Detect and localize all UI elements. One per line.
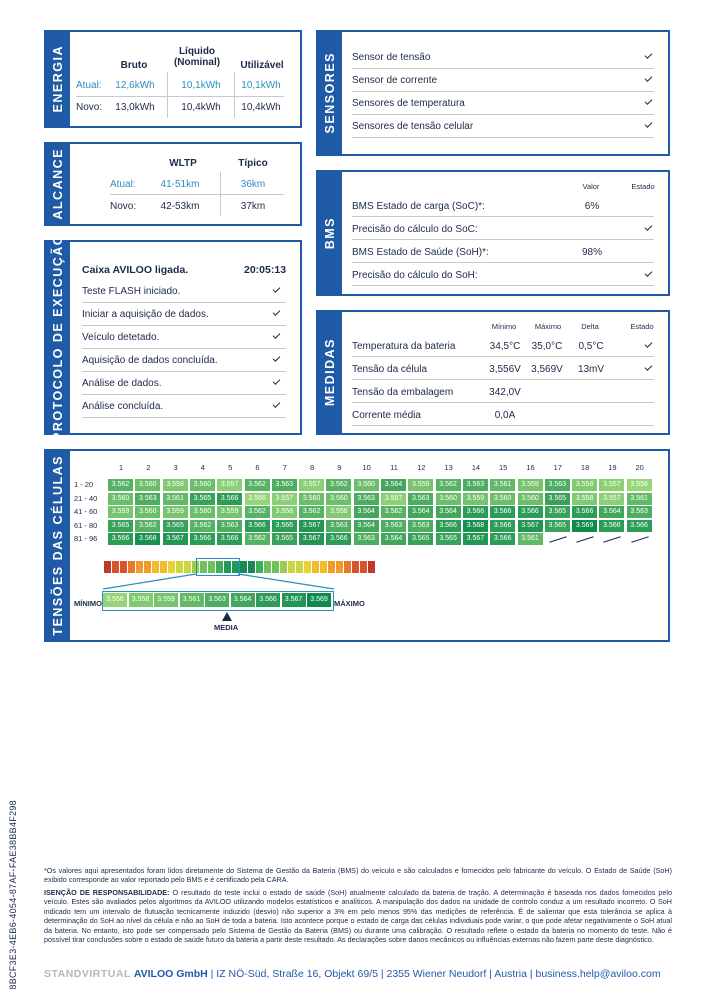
cell-voltage: 3.559 bbox=[163, 506, 189, 518]
cell-voltage: 3.564 bbox=[381, 479, 407, 491]
cell-voltage: 3.567 bbox=[299, 520, 325, 532]
cell-voltage: 3.566 bbox=[490, 520, 516, 532]
color-scale-bar bbox=[104, 561, 376, 573]
protocol-step-label: Veículo detetado. bbox=[82, 332, 160, 343]
scale-segment bbox=[296, 561, 303, 573]
cell-voltage: 3.566 bbox=[272, 520, 298, 532]
scale-segment bbox=[152, 561, 159, 573]
cell-voltage: 3.565 bbox=[545, 493, 571, 505]
cell-voltage: 3.563 bbox=[217, 520, 243, 532]
measure-value: 13mV bbox=[577, 364, 605, 375]
cell-column-header: 13 bbox=[444, 463, 453, 472]
cell-voltage: 3.562 bbox=[245, 533, 271, 545]
measure-value: 0,5°C bbox=[578, 341, 604, 352]
cell-voltage: 3.564 bbox=[436, 506, 462, 518]
medidas-card bbox=[316, 310, 670, 435]
medidas-col-delta: Delta bbox=[581, 322, 599, 331]
zoom-connector bbox=[96, 573, 356, 593]
measure-row bbox=[352, 359, 654, 380]
cell-voltage: 3.564 bbox=[408, 506, 434, 518]
sensor-row bbox=[352, 94, 654, 115]
protocolo-time: 20:05:13 bbox=[244, 264, 287, 276]
cell-voltage: 3.557 bbox=[599, 479, 625, 491]
cell-voltage: 3.557 bbox=[599, 493, 625, 505]
cell-voltage: 3.558 bbox=[572, 479, 598, 491]
sensores-card bbox=[316, 30, 670, 156]
check-icon bbox=[645, 51, 653, 59]
disclaimer bbox=[44, 888, 672, 944]
cell-voltage: 3.567 bbox=[518, 520, 544, 532]
measure-value: 35,0°C bbox=[531, 341, 563, 352]
empty-cell bbox=[549, 537, 566, 544]
distribution-value: 3.569 bbox=[307, 593, 331, 607]
distribution-value: 3.567 bbox=[282, 593, 306, 607]
cell-row-label: 61 - 80 bbox=[74, 520, 98, 530]
energia-header-bruto: Bruto bbox=[120, 60, 148, 71]
footer bbox=[44, 968, 674, 986]
cell-column-header: 1 bbox=[118, 463, 124, 472]
alcance-tab: ALCANCE bbox=[46, 144, 70, 224]
measure-value: 3,569V bbox=[531, 364, 563, 375]
cell-voltage: 3.562 bbox=[135, 520, 161, 532]
cell-voltage: 3.559 bbox=[217, 506, 243, 518]
cell-voltage: 3.563 bbox=[545, 479, 571, 491]
measure-label: Tensão da embalagem bbox=[352, 387, 454, 398]
scale-segment bbox=[360, 561, 367, 573]
cell-voltage: 3.556 bbox=[627, 479, 653, 491]
check-icon bbox=[273, 331, 281, 339]
protocol-step-label: Aquisição de dados concluída. bbox=[82, 355, 218, 366]
protocol-step-label: Análise de dados. bbox=[82, 378, 162, 389]
distribution-value: 3.558 bbox=[129, 593, 153, 607]
cell-voltage: 3.562 bbox=[299, 506, 325, 518]
bms-card bbox=[316, 170, 670, 296]
bms-row bbox=[352, 265, 654, 286]
cell-voltage: 3.563 bbox=[463, 479, 489, 491]
scale-segment bbox=[280, 561, 287, 573]
cell-voltage: 3.566 bbox=[490, 506, 516, 518]
protocolo-card bbox=[44, 234, 302, 441]
cell-voltage: 3.560 bbox=[299, 493, 325, 505]
cell-column-header: 16 bbox=[526, 463, 535, 472]
cell-voltage: 3.558 bbox=[572, 493, 598, 505]
alcance-header-tipico: Típico bbox=[238, 158, 268, 169]
measure-value: 34,5°C bbox=[489, 341, 521, 352]
cell-voltage: 3.558 bbox=[163, 479, 189, 491]
scale-segment bbox=[264, 561, 271, 573]
scale-segment bbox=[168, 561, 175, 573]
bms-col-estado: Estado bbox=[631, 182, 655, 191]
scale-segment bbox=[120, 561, 127, 573]
sensores-tab: SENSORES bbox=[318, 32, 342, 154]
protocol-step bbox=[82, 282, 286, 303]
scale-segment bbox=[320, 561, 327, 573]
bms-row-value: 98% bbox=[581, 247, 602, 258]
cell-column-header: 14 bbox=[471, 463, 481, 472]
cell-voltage: 3.557 bbox=[381, 493, 407, 505]
cell-voltage: 3.562 bbox=[436, 479, 462, 491]
cell-voltage: 3.559 bbox=[463, 493, 489, 505]
bms-tab: BMS bbox=[318, 172, 342, 294]
measure-label: Tensão da célula bbox=[352, 364, 428, 375]
cell-voltage: 3.565 bbox=[108, 520, 134, 532]
medidas-col-minimo: Mínimo bbox=[491, 322, 517, 331]
cell-column-header: 5 bbox=[228, 463, 233, 472]
cell-voltage: 3.562 bbox=[190, 520, 216, 532]
footnote: *Os valores aqui apresentados foram lidos diretamente do Sistema de Gestão da Bateria (BMS) do veículo e são calculados e fornecidos pelo fabricante do veículo. O Estado de Saúde (SoH) exibido corresponde ao valor reportado pelo BMS e é certificado pela CARA. bbox=[44, 866, 672, 885]
cell-column-header: 18 bbox=[580, 463, 590, 472]
measure-label: Corrente média bbox=[352, 410, 421, 421]
scale-segment bbox=[184, 561, 191, 573]
cell-voltage: 3.560 bbox=[354, 479, 380, 491]
sensor-row bbox=[352, 117, 654, 138]
scale-segment bbox=[248, 561, 255, 573]
measure-row bbox=[352, 405, 654, 426]
check-icon bbox=[645, 340, 653, 348]
cell-voltage: 3.565 bbox=[436, 533, 462, 545]
protocol-step-label: Análise concluída. bbox=[82, 401, 164, 412]
energia-card bbox=[44, 30, 302, 128]
alcance-header-wltp: WLTP bbox=[169, 158, 197, 169]
check-icon bbox=[645, 363, 653, 371]
check-icon bbox=[645, 223, 653, 231]
cell-voltage: 3.556 bbox=[245, 493, 271, 505]
sensor-label: Sensor de corrente bbox=[352, 75, 438, 86]
scale-segment bbox=[136, 561, 143, 573]
cell-voltage: 3.560 bbox=[326, 493, 352, 505]
cell-voltage: 3.564 bbox=[354, 506, 380, 518]
medidas-col-estado: Estado bbox=[630, 322, 654, 331]
sensor-label: Sensores de temperatura bbox=[352, 98, 465, 109]
cell-voltage: 3.566 bbox=[217, 493, 243, 505]
cell-row-label: 81 - 96 bbox=[74, 534, 98, 544]
cell-voltage: 3.566 bbox=[108, 533, 134, 545]
empty-cell bbox=[631, 537, 648, 544]
distribution-value: 3.564 bbox=[231, 593, 255, 607]
cell-voltage: 3.563 bbox=[135, 493, 161, 505]
cell-voltage: 3.561 bbox=[627, 493, 653, 505]
cell-column-header: 9 bbox=[337, 463, 342, 472]
scale-segment bbox=[240, 561, 247, 573]
sensor-row bbox=[352, 48, 654, 69]
cell-voltage: 3.567 bbox=[163, 533, 189, 545]
measure-value: 3,556V bbox=[489, 364, 521, 375]
scale-segment bbox=[160, 561, 167, 573]
cell-voltage: 3.560 bbox=[490, 493, 516, 505]
protocol-step bbox=[82, 351, 286, 372]
disclaimer-text: O resultado do teste inclui o estado de saúde (SoH) atualmente calculado da bateria de tração. A determinação é baseada nos dados fornecidos pelo veículo. Estes são avaliados pelos algoritmos da AVILOO utilizando modelos estatísticos e analíticos. A manipulação dos dados na unidade de controlo conduz a um resultado incorreto. O SoH indicado tem um intervalo de flutuação tecnicamente induzido (desvio) não superior a 3% em pelo menos 95% das medições de referência. É de salientar que esta tolerância se aplica à determinação do SoH ao nível da célula e não ao SoH de toda a bateria. Isto acontece porque o estado de carga das células individuais pode variar, o que pode afetar negativamente o SoH atual da bateria. No entanto, isto pode ser compensado pelo Sistema de Gestão da Bateria (BMS) ou durante uma calibração. O resultado reflete o estado da bateria no momento do teste. Não é possível tirar conclusões sobre o estado de saúde futuro da bateria a partir deste resultado. As declarações sobre danos mecânicos ou influências externas não fazem parte deste diagnóstico. bbox=[44, 888, 672, 945]
scale-segment bbox=[256, 561, 263, 573]
cell-voltage: 3.560 bbox=[135, 479, 161, 491]
measure-value: 0,0A bbox=[494, 410, 516, 421]
celulas-tab: TENSÕES DAS CÉLULAS bbox=[46, 451, 70, 640]
cell-voltage: 3.560 bbox=[436, 493, 462, 505]
cell-column-header: 2 bbox=[146, 463, 151, 472]
cell-voltage: 3.557 bbox=[217, 479, 243, 491]
scale-segment bbox=[336, 561, 343, 573]
cell-voltage: 3.566 bbox=[245, 520, 271, 532]
bms-col-valor: Valor bbox=[582, 182, 600, 191]
check-icon bbox=[273, 285, 281, 293]
cell-voltage: 3.562 bbox=[245, 506, 271, 518]
cell-column-header: 10 bbox=[362, 463, 371, 472]
cell-voltage: 3.563 bbox=[408, 493, 434, 505]
cell-voltage: 3.561 bbox=[163, 493, 189, 505]
check-icon bbox=[273, 308, 281, 316]
scale-segment bbox=[304, 561, 311, 573]
protocolo-tab: PROTOCOLO DE EXECUÇÃO bbox=[46, 242, 70, 433]
empty-cell bbox=[576, 537, 593, 544]
cell-voltage: 3.562 bbox=[245, 479, 271, 491]
cell-voltage: 3.559 bbox=[108, 506, 134, 518]
bms-row bbox=[352, 196, 654, 217]
cell-column-header: 19 bbox=[608, 463, 617, 472]
cell-voltage: 3.558 bbox=[326, 506, 352, 518]
cell-voltage: 3.566 bbox=[217, 533, 243, 545]
cell-voltage: 3.568 bbox=[463, 520, 489, 532]
scale-segment bbox=[112, 561, 119, 573]
check-icon bbox=[273, 377, 281, 385]
cell-voltage: 3.560 bbox=[108, 493, 134, 505]
watermark: STANDVIRTUAL bbox=[44, 968, 131, 980]
protocolo-title: Caixa AVILOO ligada. bbox=[82, 264, 189, 276]
scale-segment bbox=[344, 561, 351, 573]
cell-voltage: 3.566 bbox=[490, 533, 516, 545]
company-name: AVILOO GmbH bbox=[133, 968, 208, 980]
cell-voltage: 3.566 bbox=[518, 506, 544, 518]
distribution-value: 3.566 bbox=[256, 593, 280, 607]
cell-row-label: 41 - 60 bbox=[74, 507, 98, 517]
cell-voltage: 3.557 bbox=[299, 479, 325, 491]
energia-row-atual: Atual: 12,6kWh 10,1kWh 10,1kWh bbox=[76, 76, 284, 97]
cell-voltage: 3.560 bbox=[190, 479, 216, 491]
check-icon bbox=[645, 269, 653, 277]
cell-voltage: 3.563 bbox=[408, 520, 434, 532]
measure-row bbox=[352, 382, 654, 403]
cell-voltage: 3.566 bbox=[627, 520, 653, 532]
cell-voltage: 3.568 bbox=[135, 533, 161, 545]
cell-voltage: 3.563 bbox=[354, 533, 380, 545]
cell-voltage: 3.569 bbox=[572, 520, 598, 532]
protocol-step bbox=[82, 305, 286, 326]
scale-segment bbox=[288, 561, 295, 573]
cell-voltage: 3.563 bbox=[627, 506, 653, 518]
energia-header-utilizavel: Utilizável bbox=[240, 60, 284, 71]
empty-cell bbox=[604, 537, 621, 544]
cell-voltage: 3.560 bbox=[190, 506, 216, 518]
cell-voltage: 3.562 bbox=[326, 479, 352, 491]
protocol-step-label: Teste FLASH iniciado. bbox=[82, 286, 181, 297]
cell-voltage: 3.565 bbox=[272, 533, 298, 545]
bms-row-label: Precisão do cálculo do SoH: bbox=[352, 270, 478, 281]
cell-voltage: 3.566 bbox=[572, 506, 598, 518]
media-arrow-icon bbox=[222, 612, 232, 621]
sensor-label: Sensores de tensão celular bbox=[352, 121, 474, 132]
bms-row-label: BMS Estado de Saúde (SoH)*: bbox=[352, 247, 489, 258]
bms-row bbox=[352, 219, 654, 240]
cell-column-header: 6 bbox=[255, 463, 260, 472]
distribution-value: 3.563 bbox=[205, 593, 229, 607]
protocol-step bbox=[82, 397, 286, 418]
scale-segment bbox=[272, 561, 279, 573]
energia-header-liquido: Líquido (Nominal) bbox=[173, 46, 221, 68]
cell-voltage: 3.557 bbox=[272, 493, 298, 505]
cell-voltage: 3.565 bbox=[545, 520, 571, 532]
measure-label: Temperatura da bateria bbox=[352, 341, 456, 352]
cell-column-header: 4 bbox=[200, 463, 205, 472]
cell-voltage: 3.566 bbox=[436, 520, 462, 532]
protocol-step bbox=[82, 328, 286, 349]
cell-voltage: 3.560 bbox=[518, 493, 544, 505]
medidas-tab: MEDIDAS bbox=[318, 312, 342, 433]
cell-voltage: 3.565 bbox=[545, 506, 571, 518]
alcance-card bbox=[44, 142, 302, 226]
cell-row-label: 1 - 20 bbox=[74, 480, 94, 489]
cell-voltage: 3.563 bbox=[272, 479, 298, 491]
scale-segment bbox=[312, 561, 319, 573]
cell-voltage: 3.565 bbox=[163, 520, 189, 532]
cell-voltage: 3.566 bbox=[599, 520, 625, 532]
cell-voltage: 3.565 bbox=[408, 533, 434, 545]
cell-voltage: 3.567 bbox=[299, 533, 325, 545]
scale-segment bbox=[176, 561, 183, 573]
distribution-value: 3.556 bbox=[103, 593, 127, 607]
cell-voltage: 3.560 bbox=[135, 506, 161, 518]
measure-row bbox=[352, 336, 654, 357]
disclaimer-title: ISENÇÃO DE RESPONSABILIDADE: bbox=[44, 888, 170, 897]
cell-voltage: 3.565 bbox=[190, 493, 216, 505]
cell-voltage: 3.562 bbox=[381, 506, 407, 518]
medidas-col-maximo: Máximo bbox=[534, 322, 562, 331]
measure-value: 342,0V bbox=[489, 387, 521, 398]
cell-voltage: 3.566 bbox=[190, 533, 216, 545]
cell-row-label: 21 - 40 bbox=[74, 493, 98, 503]
maximo-label: MÁXIMO bbox=[334, 599, 365, 608]
cell-voltage: 3.558 bbox=[272, 506, 298, 518]
protocol-step bbox=[82, 374, 286, 395]
bms-row bbox=[352, 242, 654, 263]
scale-segment bbox=[328, 561, 335, 573]
energia-row-novo: Novo: 13,0kWh 10,4kWh 10,4kWh bbox=[76, 102, 281, 113]
bms-row-label: BMS Estado de carga (SoC)*: bbox=[352, 201, 485, 212]
cell-voltage: 3.567 bbox=[463, 533, 489, 545]
footer-address: | IZ NÖ-Süd, Straße 16, Objekt 69/5 | 2355 Wiener Neudorf | Austria | business.help@aviloo.com bbox=[210, 968, 661, 980]
scale-segment bbox=[368, 561, 375, 573]
cell-column-header: 12 bbox=[417, 463, 426, 472]
check-icon bbox=[273, 354, 281, 362]
sensor-label: Sensor de tensão bbox=[352, 52, 431, 63]
cell-column-header: 20 bbox=[635, 463, 644, 472]
alcance-row-atual: Atual: 41-51km 36km bbox=[110, 174, 284, 195]
energia-tab: ENERGIA bbox=[46, 32, 70, 126]
check-icon bbox=[645, 97, 653, 105]
cell-voltage: 3.564 bbox=[354, 520, 380, 532]
cell-voltage: 3.563 bbox=[354, 493, 380, 505]
cell-column-header: 11 bbox=[390, 463, 398, 472]
cell-voltage: 3.566 bbox=[463, 506, 489, 518]
cell-column-header: 3 bbox=[173, 463, 178, 472]
document-id: 8BCF3E3-4EB6-4054-87AF-FAE38BB4F298 bbox=[8, 800, 18, 990]
bms-row-value: 6% bbox=[584, 201, 600, 212]
check-icon bbox=[273, 400, 281, 408]
cell-voltage: 3.566 bbox=[326, 533, 352, 545]
minimo-label: MÍNIMO bbox=[74, 599, 102, 608]
alcance-row-novo: Novo: 42-53km 37km bbox=[110, 201, 266, 212]
cell-voltage: 3.561 bbox=[518, 533, 544, 545]
cell-column-header: 17 bbox=[553, 463, 562, 472]
protocol-step-label: Iniciar a aquisição de dados. bbox=[82, 309, 209, 320]
sensor-row bbox=[352, 71, 654, 92]
cell-voltage: 3.559 bbox=[518, 479, 544, 491]
scale-segment bbox=[352, 561, 359, 573]
distribution-strip bbox=[102, 591, 334, 611]
media-label: MEDIA bbox=[214, 623, 239, 632]
distribution-value: 3.561 bbox=[180, 593, 204, 607]
cell-voltage: 3.564 bbox=[381, 533, 407, 545]
cell-column-header: 8 bbox=[310, 463, 315, 472]
cell-voltage: 3.564 bbox=[599, 506, 625, 518]
distribution-value: 3.559 bbox=[154, 593, 178, 607]
scale-segment bbox=[144, 561, 151, 573]
cell-voltage: 3.562 bbox=[108, 479, 134, 491]
cell-voltage: 3.563 bbox=[381, 520, 407, 532]
cell-column-header: 15 bbox=[499, 463, 508, 472]
check-icon bbox=[645, 74, 653, 82]
scale-segment bbox=[128, 561, 135, 573]
celulas-card bbox=[44, 449, 670, 642]
scale-segment bbox=[104, 561, 111, 573]
cell-voltage: 3.563 bbox=[326, 520, 352, 532]
bms-row-label: Precisão do cálculo do SoC: bbox=[352, 224, 478, 235]
cell-voltage: 3.561 bbox=[490, 479, 516, 491]
check-icon bbox=[645, 120, 653, 128]
cell-voltage: 3.559 bbox=[408, 479, 434, 491]
cell-column-header: 7 bbox=[282, 463, 287, 472]
